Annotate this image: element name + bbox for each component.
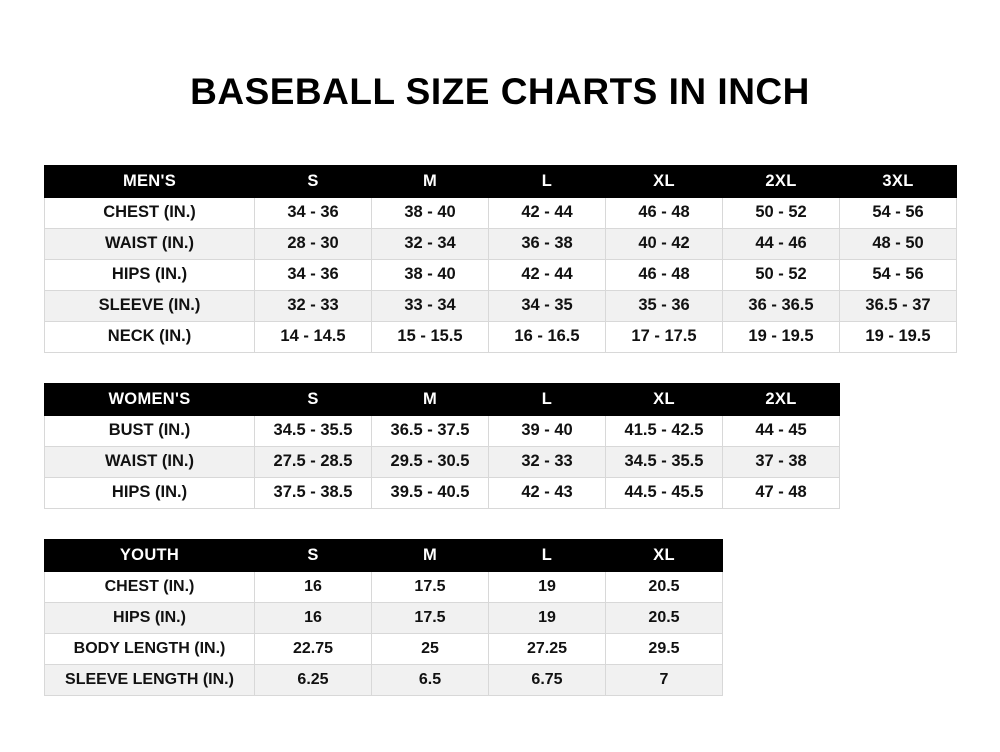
cell: 37.5 - 38.5 <box>255 477 372 508</box>
mens-header-l: L <box>489 165 606 197</box>
cell: 50 - 52 <box>723 259 840 290</box>
youth-header-l: L <box>489 539 606 571</box>
womens-table-body <box>45 415 840 508</box>
youth-table-body <box>45 571 723 695</box>
mens-header-m: M <box>372 165 489 197</box>
mens-table-body <box>45 197 957 352</box>
table-row <box>45 477 840 508</box>
table-row <box>45 259 957 290</box>
table-header-row <box>45 383 840 415</box>
cell: 17.5 <box>372 602 489 633</box>
row-label: WAIST (IN.) <box>45 446 255 477</box>
cell: 42 - 43 <box>489 477 606 508</box>
table-row <box>45 571 723 602</box>
cell: 25 <box>372 633 489 664</box>
cell: 22.75 <box>255 633 372 664</box>
cell: 15 - 15.5 <box>372 321 489 352</box>
cell: 36 - 36.5 <box>723 290 840 321</box>
womens-header-xl: XL <box>606 383 723 415</box>
cell: 54 - 56 <box>840 259 957 290</box>
cell: 39 - 40 <box>489 415 606 446</box>
womens-table-header <box>45 383 840 415</box>
cell: 54 - 56 <box>840 197 957 228</box>
cell: 47 - 48 <box>723 477 840 508</box>
row-label: NECK (IN.) <box>45 321 255 352</box>
cell: 6.25 <box>255 664 372 695</box>
womens-header-m: M <box>372 383 489 415</box>
row-label: CHEST (IN.) <box>45 197 255 228</box>
cell: 39.5 - 40.5 <box>372 477 489 508</box>
cell: 16 - 16.5 <box>489 321 606 352</box>
cell: 46 - 48 <box>606 197 723 228</box>
cell: 20.5 <box>606 602 723 633</box>
womens-header-label: WOMEN'S <box>45 383 255 415</box>
cell: 19 - 19.5 <box>840 321 957 352</box>
cell: 33 - 34 <box>372 290 489 321</box>
youth-size-table <box>44 539 723 696</box>
cell: 16 <box>255 602 372 633</box>
page-title: BASEBALL SIZE CHARTS IN INCH <box>190 71 810 112</box>
cell: 19 - 19.5 <box>723 321 840 352</box>
cell: 42 - 44 <box>489 259 606 290</box>
row-label: HIPS (IN.) <box>45 259 255 290</box>
cell: 32 - 33 <box>489 446 606 477</box>
cell: 6.75 <box>489 664 606 695</box>
table-header-row <box>45 539 723 571</box>
row-label: HIPS (IN.) <box>45 477 255 508</box>
mens-header-xl: XL <box>606 165 723 197</box>
row-label: HIPS (IN.) <box>45 602 255 633</box>
table-row <box>45 633 723 664</box>
row-label: WAIST (IN.) <box>45 228 255 259</box>
cell: 44.5 - 45.5 <box>606 477 723 508</box>
mens-header-3xl: 3XL <box>840 165 957 197</box>
cell: 46 - 48 <box>606 259 723 290</box>
womens-size-table <box>44 383 840 509</box>
cell: 34 - 35 <box>489 290 606 321</box>
table-row <box>45 446 840 477</box>
row-label: BUST (IN.) <box>45 415 255 446</box>
row-label: SLEEVE (IN.) <box>45 290 255 321</box>
cell: 38 - 40 <box>372 197 489 228</box>
mens-header-2xl: 2XL <box>723 165 840 197</box>
youth-table-header <box>45 539 723 571</box>
cell: 34.5 - 35.5 <box>606 446 723 477</box>
cell: 37 - 38 <box>723 446 840 477</box>
row-label: BODY LENGTH (IN.) <box>45 633 255 664</box>
cell: 29.5 <box>606 633 723 664</box>
womens-header-l: L <box>489 383 606 415</box>
cell: 41.5 - 42.5 <box>606 415 723 446</box>
cell: 35 - 36 <box>606 290 723 321</box>
cell: 6.5 <box>372 664 489 695</box>
youth-header-xl: XL <box>606 539 723 571</box>
table-row <box>45 197 957 228</box>
cell: 28 - 30 <box>255 228 372 259</box>
cell: 38 - 40 <box>372 259 489 290</box>
cell: 29.5 - 30.5 <box>372 446 489 477</box>
cell: 27.25 <box>489 633 606 664</box>
cell: 14 - 14.5 <box>255 321 372 352</box>
cell: 17.5 <box>372 571 489 602</box>
cell: 40 - 42 <box>606 228 723 259</box>
cell: 19 <box>489 571 606 602</box>
cell: 44 - 45 <box>723 415 840 446</box>
womens-header-2xl: 2XL <box>723 383 840 415</box>
cell: 36.5 - 37.5 <box>372 415 489 446</box>
cell: 34 - 36 <box>255 259 372 290</box>
cell: 34.5 - 35.5 <box>255 415 372 446</box>
table-row <box>45 415 840 446</box>
cell: 44 - 46 <box>723 228 840 259</box>
youth-header-s: S <box>255 539 372 571</box>
cell: 17 - 17.5 <box>606 321 723 352</box>
table-header-row <box>45 165 957 197</box>
cell: 36 - 38 <box>489 228 606 259</box>
table-row <box>45 664 723 695</box>
table-row <box>45 602 723 633</box>
cell: 42 - 44 <box>489 197 606 228</box>
cell: 50 - 52 <box>723 197 840 228</box>
table-row <box>45 228 957 259</box>
mens-table-header <box>45 165 957 197</box>
cell: 34 - 36 <box>255 197 372 228</box>
cell: 7 <box>606 664 723 695</box>
table-row <box>45 290 957 321</box>
cell: 20.5 <box>606 571 723 602</box>
cell: 16 <box>255 571 372 602</box>
table-row <box>45 321 957 352</box>
cell: 32 - 33 <box>255 290 372 321</box>
cell: 27.5 - 28.5 <box>255 446 372 477</box>
mens-header-label: MEN'S <box>45 165 255 197</box>
youth-header-m: M <box>372 539 489 571</box>
row-label: CHEST (IN.) <box>45 571 255 602</box>
cell: 32 - 34 <box>372 228 489 259</box>
row-label: SLEEVE LENGTH (IN.) <box>45 664 255 695</box>
mens-header-s: S <box>255 165 372 197</box>
youth-header-label: YOUTH <box>45 539 255 571</box>
tables-container <box>0 113 1000 696</box>
womens-header-s: S <box>255 383 372 415</box>
mens-size-table <box>44 165 957 353</box>
cell: 19 <box>489 602 606 633</box>
cell: 36.5 - 37 <box>840 290 957 321</box>
cell: 48 - 50 <box>840 228 957 259</box>
